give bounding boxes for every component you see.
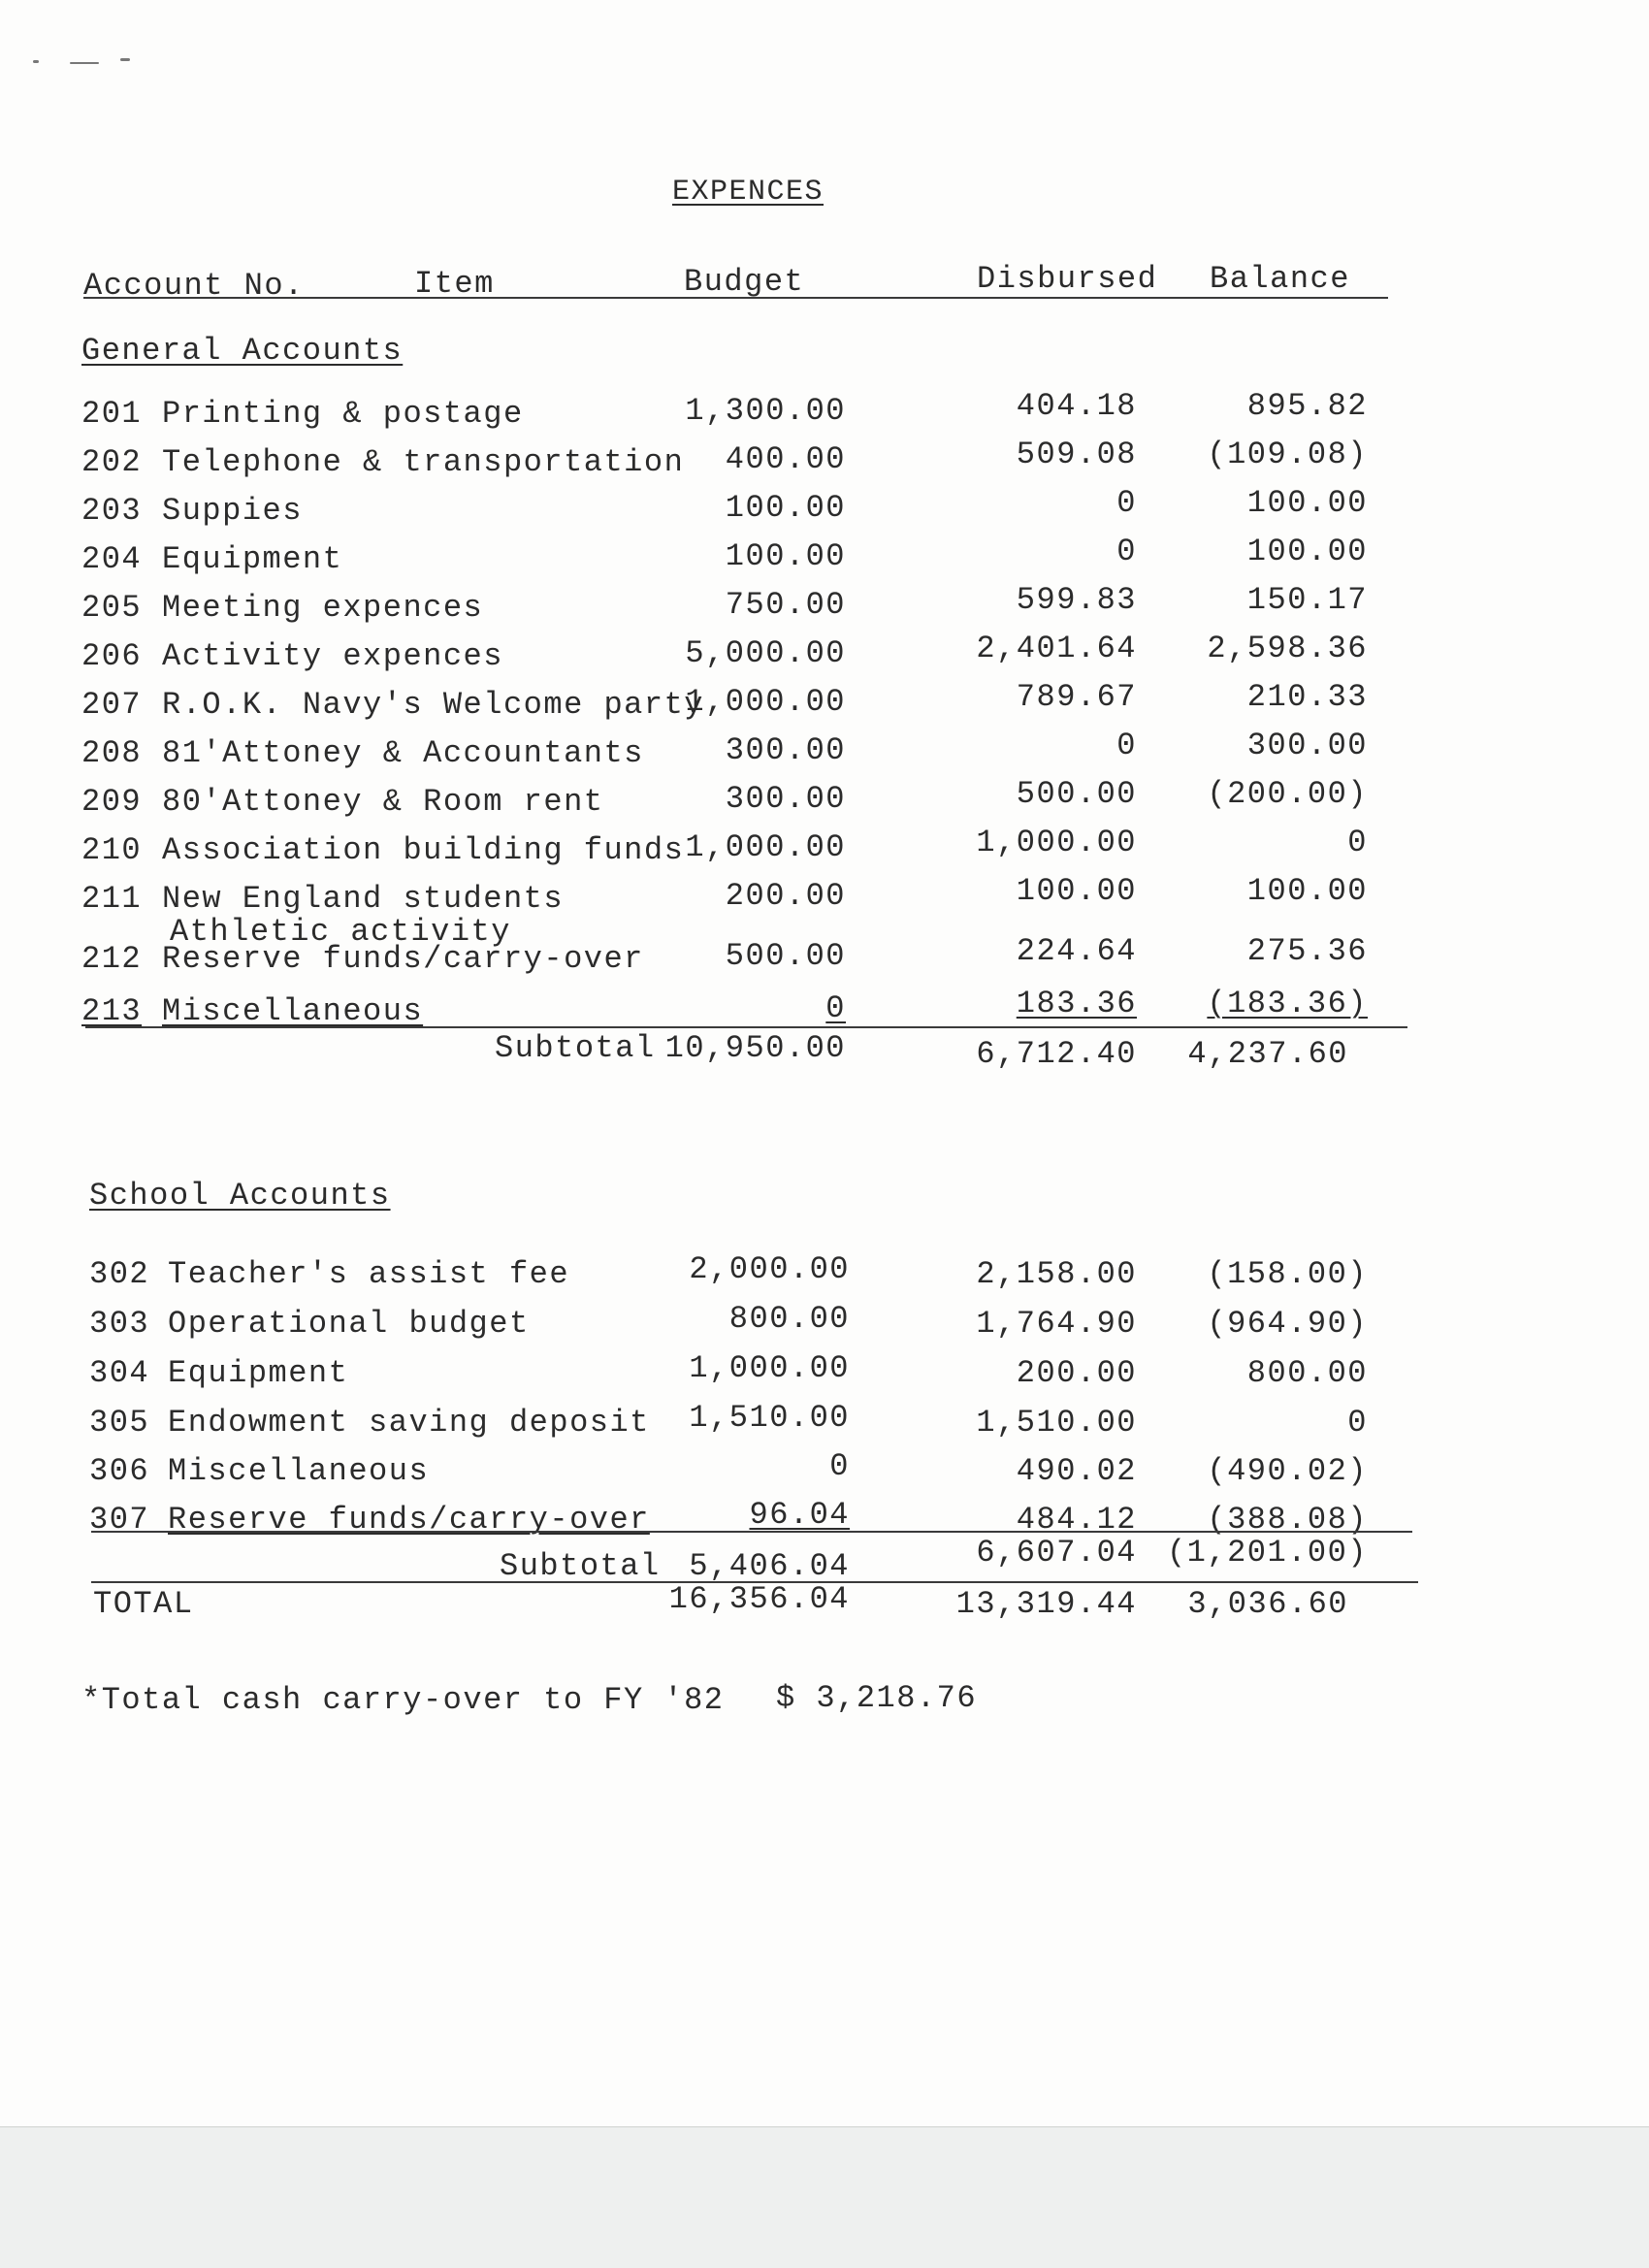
disbursed-amount: 490.02 xyxy=(1016,1453,1137,1489)
balance-amount: 0 xyxy=(1347,825,1368,860)
section-heading-general: General Accounts xyxy=(81,333,404,369)
school-subtotal-rule xyxy=(91,1531,1412,1533)
balance-amount: (388.08) xyxy=(1207,1502,1368,1538)
carryover-amount: $ 3,218.76 xyxy=(776,1680,978,1716)
account-item: Miscellaneous xyxy=(168,1453,430,1489)
account-item: R.O.K. Navy's Welcome party xyxy=(162,687,704,723)
balance-amount: 2,598.36 xyxy=(1207,631,1368,666)
disbursed-amount: 0 xyxy=(1116,485,1137,521)
account-number: 209 xyxy=(81,784,143,820)
general-subtotal-balance: 4,237.60 xyxy=(1187,1036,1348,1072)
budget-amount: 300.00 xyxy=(725,732,846,768)
total-label: TOTAL xyxy=(93,1586,194,1622)
general-subtotal-rule xyxy=(85,1026,1407,1028)
header-item: Item xyxy=(414,266,495,302)
disbursed-amount: 224.64 xyxy=(1016,933,1137,969)
total-balance: 3,036.60 xyxy=(1187,1586,1348,1622)
account-item: Reserve funds/carry-over xyxy=(168,1502,650,1538)
account-item: Teacher's assist fee xyxy=(168,1256,570,1292)
disbursed-amount: 1,510.00 xyxy=(976,1405,1137,1441)
account-item: Miscellaneous xyxy=(162,993,424,1029)
school-subtotal-label: Subtotal xyxy=(500,1548,661,1584)
account-number: 206 xyxy=(81,638,143,674)
disbursed-amount: 100.00 xyxy=(1016,873,1137,909)
balance-amount: 100.00 xyxy=(1246,485,1368,521)
paper-speck xyxy=(120,58,130,61)
account-item: Operational budget xyxy=(168,1306,530,1342)
header-balance: Balance xyxy=(1210,261,1350,297)
account-item-continued: Athletic activity xyxy=(170,914,511,950)
account-item: Association building funds xyxy=(162,832,685,868)
budget-amount: 100.00 xyxy=(725,538,846,574)
balance-amount: 210.33 xyxy=(1246,679,1368,715)
account-number: 208 xyxy=(81,735,143,771)
account-item: 80'Attoney & Room rent xyxy=(162,784,604,820)
account-item: Meeting expences xyxy=(162,590,484,626)
account-number: 207 xyxy=(81,687,143,723)
balance-amount: (109.08) xyxy=(1207,437,1368,472)
disbursed-amount: 2,401.64 xyxy=(976,631,1137,666)
header-budget: Budget xyxy=(684,264,805,300)
account-item: 81'Attoney & Accountants xyxy=(162,735,644,771)
disbursed-amount: 509.08 xyxy=(1016,437,1137,472)
budget-amount: 100.00 xyxy=(725,490,846,526)
disbursed-amount: 0 xyxy=(1116,728,1137,763)
account-number: 203 xyxy=(81,493,143,529)
account-item: Telephone & transportation xyxy=(162,444,685,480)
account-item: Suppies xyxy=(162,493,303,529)
balance-amount: 300.00 xyxy=(1246,728,1368,763)
account-number: 204 xyxy=(81,541,143,577)
budget-amount: 300.00 xyxy=(725,781,846,817)
header-account-no: Account No. xyxy=(83,268,305,304)
budget-amount: 0 xyxy=(829,1448,850,1484)
balance-amount: 100.00 xyxy=(1246,534,1368,569)
budget-amount: 200.00 xyxy=(725,878,846,914)
disbursed-amount: 1,000.00 xyxy=(976,825,1137,860)
account-number: 212 xyxy=(81,941,143,977)
account-number: 211 xyxy=(81,881,143,917)
general-subtotal-label: Subtotal xyxy=(495,1030,656,1066)
budget-amount: 0 xyxy=(825,990,846,1026)
balance-amount: 150.17 xyxy=(1246,582,1368,618)
account-number: 306 xyxy=(89,1453,150,1489)
budget-amount: 1,000.00 xyxy=(685,829,846,865)
disbursed-amount: 2,158.00 xyxy=(976,1256,1137,1292)
disbursed-amount: 0 xyxy=(1116,534,1137,569)
budget-amount: 96.04 xyxy=(749,1497,850,1533)
account-item: Activity expences xyxy=(162,638,503,674)
budget-amount: 400.00 xyxy=(725,441,846,477)
total-disbursed: 13,319.44 xyxy=(955,1586,1137,1622)
account-number: 210 xyxy=(81,832,143,868)
disbursed-amount: 500.00 xyxy=(1016,776,1137,812)
budget-amount: 5,000.00 xyxy=(685,635,846,671)
balance-amount: 100.00 xyxy=(1246,873,1368,909)
header-disbursed: Disbursed xyxy=(977,261,1158,297)
school-subtotal-disbursed: 6,607.04 xyxy=(976,1535,1137,1571)
section-heading-school: School Accounts xyxy=(89,1178,391,1214)
account-item: Reserve funds/carry-over xyxy=(162,941,644,977)
budget-amount: 1,000.00 xyxy=(689,1350,850,1386)
account-item: Equipment xyxy=(162,541,343,577)
account-number: 201 xyxy=(81,396,143,432)
account-item: New England students xyxy=(162,881,565,917)
account-number: 202 xyxy=(81,444,143,480)
general-subtotal-disbursed: 6,712.40 xyxy=(976,1036,1137,1072)
account-number: 304 xyxy=(89,1355,150,1391)
disbursed-amount: 404.18 xyxy=(1016,388,1137,424)
account-number: 205 xyxy=(81,590,143,626)
balance-amount: (158.00) xyxy=(1207,1256,1368,1292)
balance-amount: (490.02) xyxy=(1207,1453,1368,1489)
account-item: Endowment saving deposit xyxy=(168,1405,650,1441)
disbursed-amount: 599.83 xyxy=(1016,582,1137,618)
account-item: Equipment xyxy=(168,1355,349,1391)
disbursed-amount: 789.67 xyxy=(1016,679,1137,715)
budget-amount: 800.00 xyxy=(728,1301,850,1337)
paper-speck xyxy=(70,62,99,64)
school-subtotal-budget: 5,406.04 xyxy=(689,1548,850,1584)
account-number: 307 xyxy=(89,1502,150,1538)
disbursed-amount: 183.36 xyxy=(1016,986,1137,1021)
budget-amount: 1,000.00 xyxy=(685,684,846,720)
page-title: EXPENCES xyxy=(672,176,824,209)
budget-amount: 500.00 xyxy=(725,938,846,974)
balance-amount: 0 xyxy=(1347,1405,1368,1441)
budget-amount: 750.00 xyxy=(725,587,846,623)
budget-amount: 1,300.00 xyxy=(685,393,846,429)
balance-amount: 800.00 xyxy=(1246,1355,1368,1391)
balance-amount: (183.36) xyxy=(1207,986,1368,1021)
disbursed-amount: 484.12 xyxy=(1016,1502,1137,1538)
account-number: 303 xyxy=(89,1306,150,1342)
general-subtotal-budget: 10,950.00 xyxy=(664,1030,846,1066)
account-number: 302 xyxy=(89,1256,150,1292)
balance-amount: 895.82 xyxy=(1246,388,1368,424)
account-item: Printing & postage xyxy=(162,396,524,432)
account-number: 305 xyxy=(89,1405,150,1441)
balance-amount: (200.00) xyxy=(1207,776,1368,812)
account-number: 213 xyxy=(81,993,143,1029)
paper-speck xyxy=(33,60,39,63)
total-budget: 16,356.04 xyxy=(668,1581,850,1617)
budget-amount: 2,000.00 xyxy=(689,1251,850,1287)
balance-amount: (964.90) xyxy=(1207,1306,1368,1342)
disbursed-amount: 200.00 xyxy=(1016,1355,1137,1391)
balance-amount: 275.36 xyxy=(1246,933,1368,969)
budget-amount: 1,510.00 xyxy=(689,1400,850,1436)
carryover-note: *Total cash carry-over to FY '82 xyxy=(81,1682,725,1718)
header-rule xyxy=(83,297,1388,299)
school-subtotal-balance: (1,201.00) xyxy=(1166,1535,1368,1571)
scanner-margin xyxy=(0,2127,1649,2268)
disbursed-amount: 1,764.90 xyxy=(976,1306,1137,1342)
